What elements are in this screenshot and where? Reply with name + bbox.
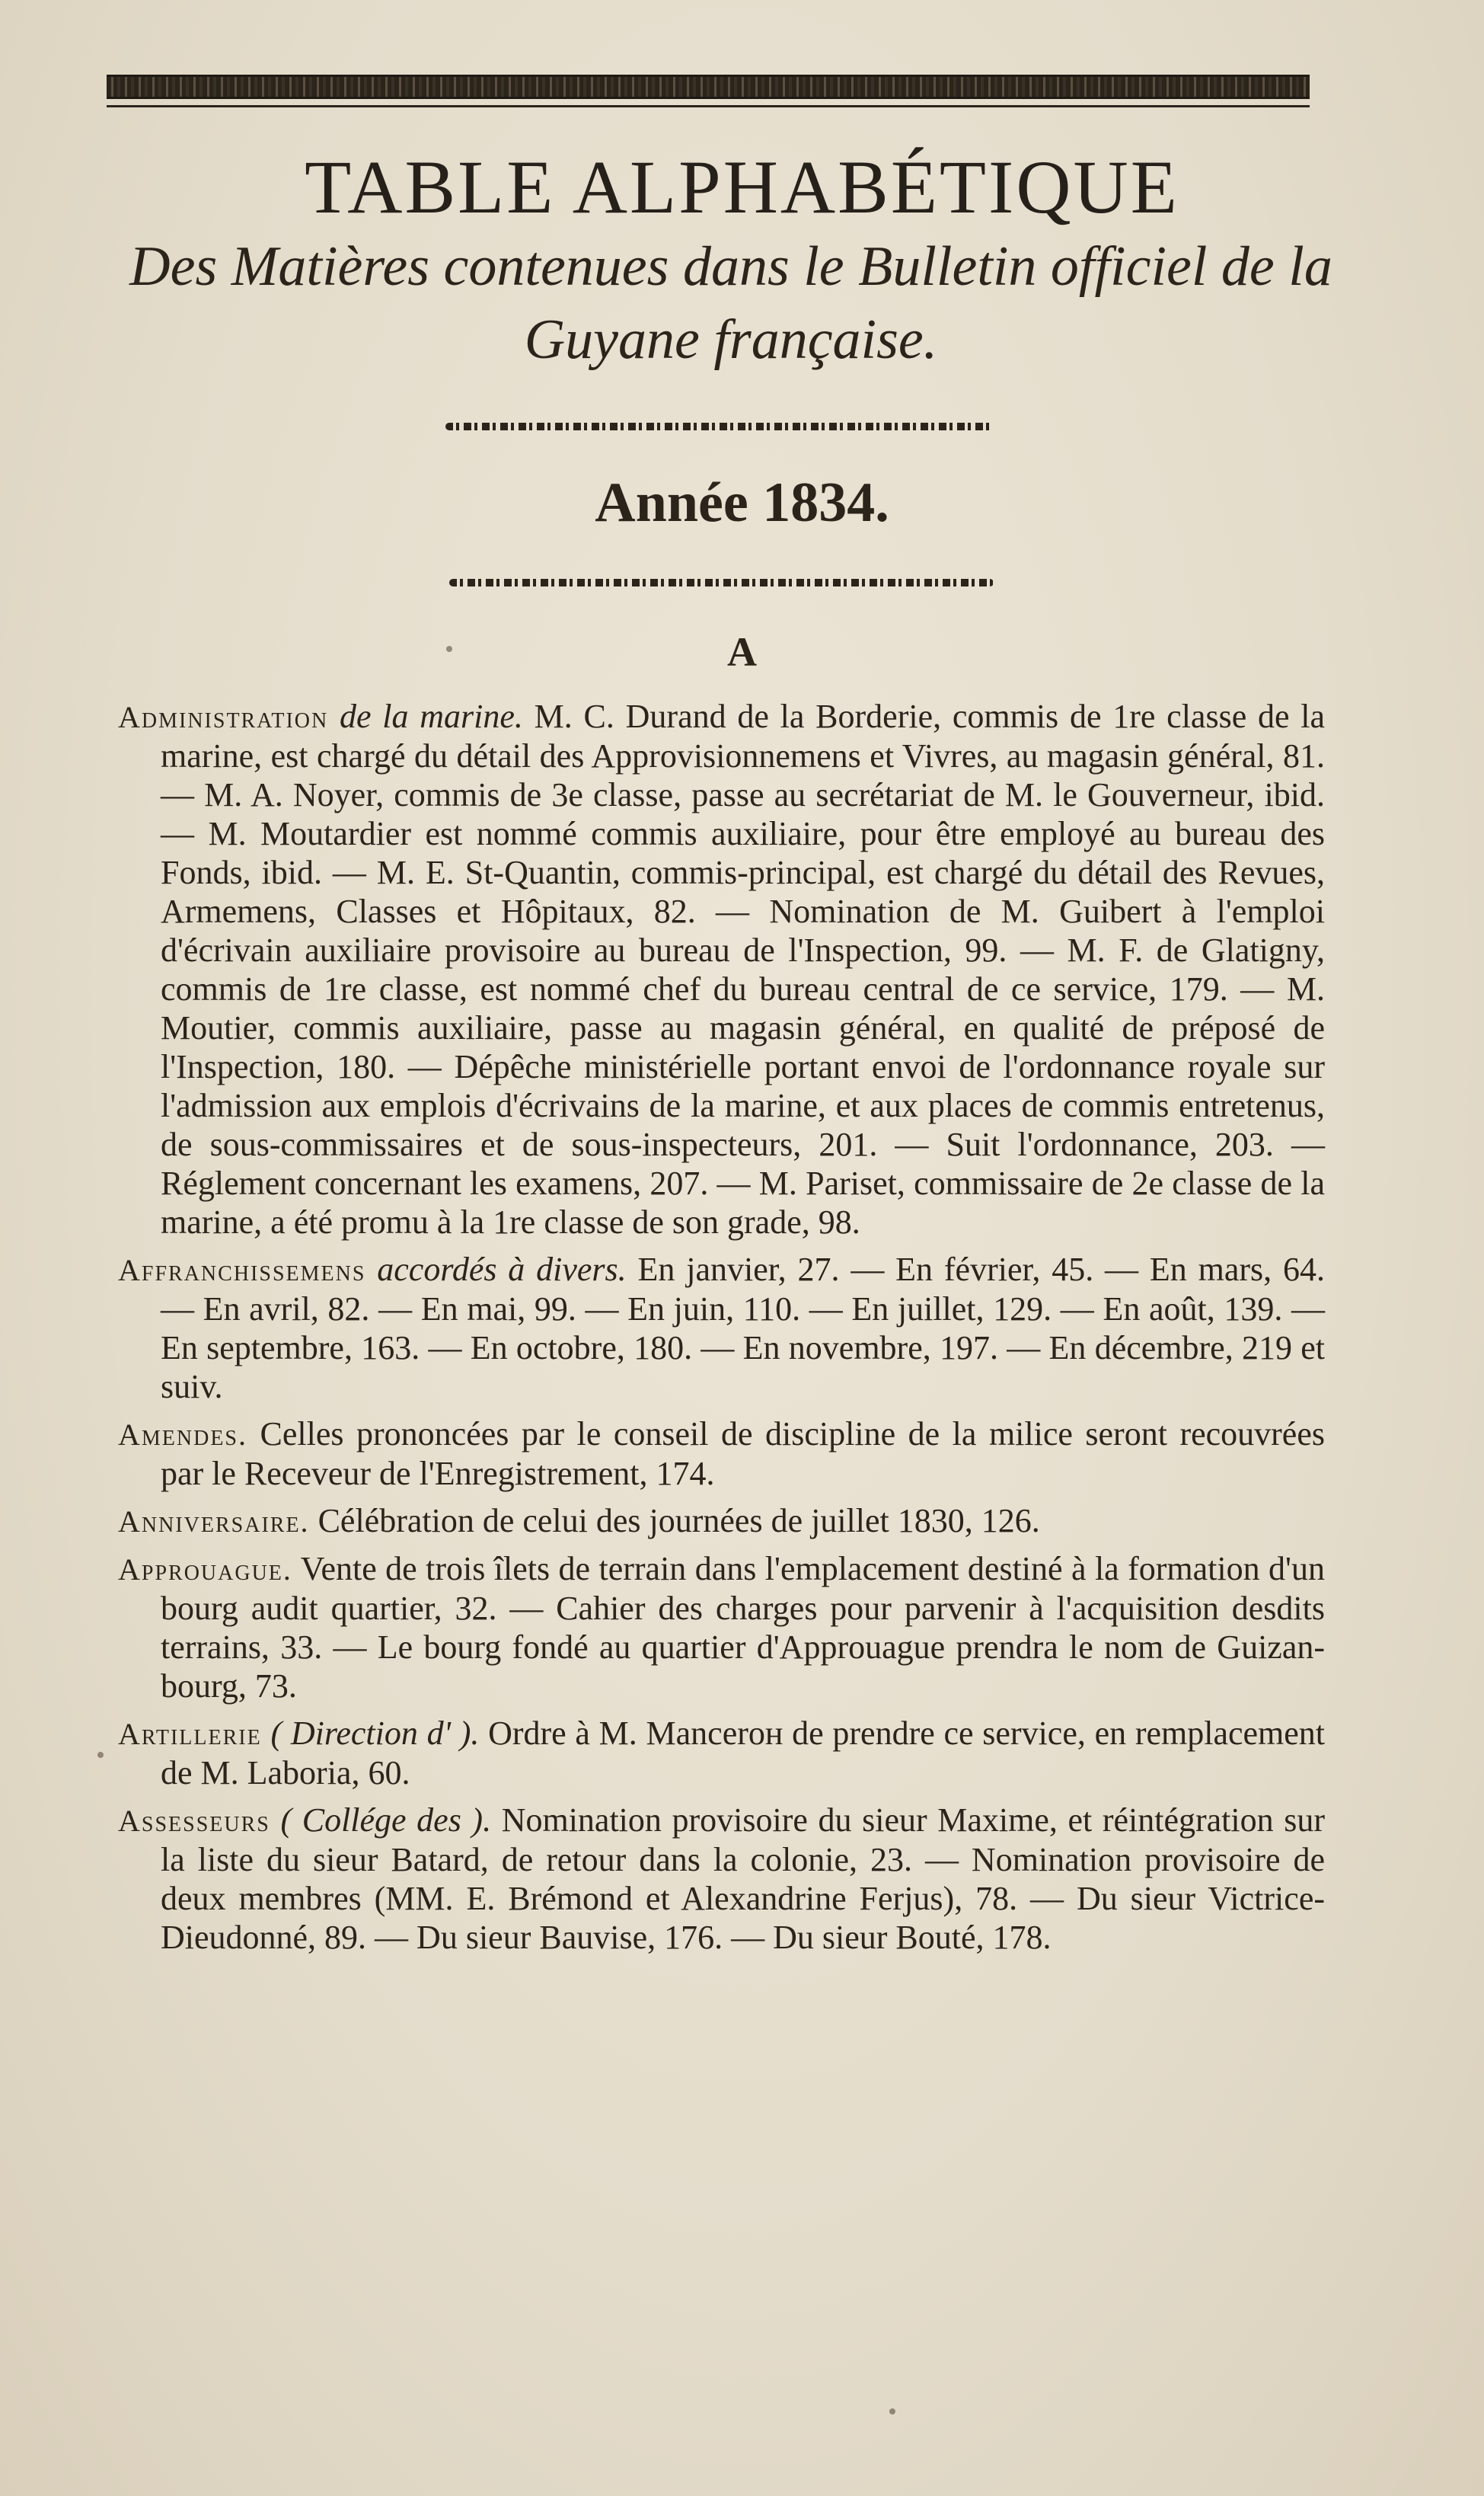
entry-qualifier: accordés à divers. [377, 1251, 627, 1288]
index-entry [118, 1714, 1325, 1792]
entry-text: Célébration de celui des journées de juillet 1830, 126. [318, 1502, 1040, 1539]
entry-text: Nomination provisoire du sieur Maxime, et réintégration sur la liste du sieur Batard, de retour dans la colonie, 23. — Nomination provisoire de deux membres (MM. E. Brémond et Alexandrine Ferjus), 78. — Du sieur Victrice-Dieudonné, 89. — Du sieur Bauvise, 176. — Du sieur Bouté, 178. [161, 1801, 1326, 1956]
index-entry [118, 1414, 1325, 1493]
entry-head: Artillerie [118, 1717, 262, 1751]
entry-qualifier: ( Collége des ). [280, 1801, 492, 1839]
section-letter: A [727, 629, 757, 675]
page-title: TABLE ALPHABÉTIQUE [305, 145, 1179, 229]
entry-head: Affranchissemens [118, 1253, 366, 1287]
entry-head: Amendes. [118, 1417, 248, 1452]
paper-speck [97, 1752, 104, 1758]
year-heading: Année 1834. [595, 471, 889, 534]
entry-head: Anniversaire. [118, 1504, 310, 1539]
paper-speck [889, 2408, 895, 2415]
entry-text: Vente de trois îlets de terrain dans l'emplacement destiné à la formation d'un bourg audit quartier, 32. — Cahier des charges pour parvenir à l'acquisition desdits terrains, 33. — Le bourg fondé au quartier d'Approuague prendra le nom de Guizan-bourg, 73. [161, 1550, 1325, 1705]
index-entry [118, 1250, 1325, 1406]
page-subtitle: Des Matières contenues dans le Bulletin officiel de la Guyane française. [129, 235, 1332, 371]
index-entry [118, 1549, 1325, 1705]
ornamental-divider-bottom [449, 579, 994, 586]
paper-speck [446, 646, 452, 652]
entry-head: Approuague. [118, 1552, 292, 1587]
entry-qualifier: de la marine. [339, 698, 523, 735]
entry-head: Assesseurs [118, 1804, 270, 1838]
entry-text: Celles prononcées par le conseil de discipline de la milice seront recouvrées par le Receveur de l'Enregistrement, 174. [161, 1415, 1325, 1492]
ornamental-divider-top [445, 423, 994, 430]
index-entry [118, 1801, 1325, 1957]
ornamental-top-rule [107, 75, 1310, 99]
index-entry [118, 697, 1325, 1242]
entry-text: Ordre à M. Mancerон de prendre ce service, en remplacement de M. Laboria, 60. [161, 1715, 1326, 1791]
index-entry [118, 1501, 1325, 1541]
entry-text: M. C. Durand de la Borderie, commis de 1re classe de la marine, est chargé du détail des Approvisionnemens et Vivres, au magasin général, 81. — M. A. Noyer, commis de 3e classe, passe au secrétariat de M. le Gouverneur, ibid. — M. Moutardier est nommé commis auxiliaire, pour être employé au bureau des Fonds, ibid. — M. E. St-Quantin, commis-principal, est chargé du détail des Revues, Armemens, Classes et Hôpitaux, 82. — Nomination de M. Guibert à l'emploi d'écrivain auxiliaire provisoire au bureau de l'Inspection, 99. — M. F. de Glatigny, commis de 1re classe, est nommé chef du bureau central de ce service, 179. — M. Moutier, commis auxiliaire, passe au magasin général, en qualité de préposé de l'Inspection, 180. — Dépêche ministérielle portant envoi de l'ordonnance royale sur l'admission aux emplois d'écrivains de la marine, et aux places de commis entretenus, de sous-commissaires et de sous-inspecteurs, 201. — Suit l'ordonnance, 203. — Réglement concernant les examens, 207. — M. Pariset, commissaire de 2e classe de la marine, a été promu à la 1re classe de son grade, 98. [161, 698, 1326, 1241]
index-entries [118, 697, 1325, 1965]
entry-text: En janvier, 27. — En février, 45. — En mars, 64. — En avril, 82. — En mai, 99. — En juin, 110. — En juillet, 129. — En août, 139. — En septembre, 163. — En octobre, 180. — En novembre, 197. — En décembre, 219 et suiv. [161, 1251, 1325, 1405]
entry-qualifier: ( Direction d' ). [270, 1715, 480, 1752]
entry-head: Administration [118, 700, 329, 734]
